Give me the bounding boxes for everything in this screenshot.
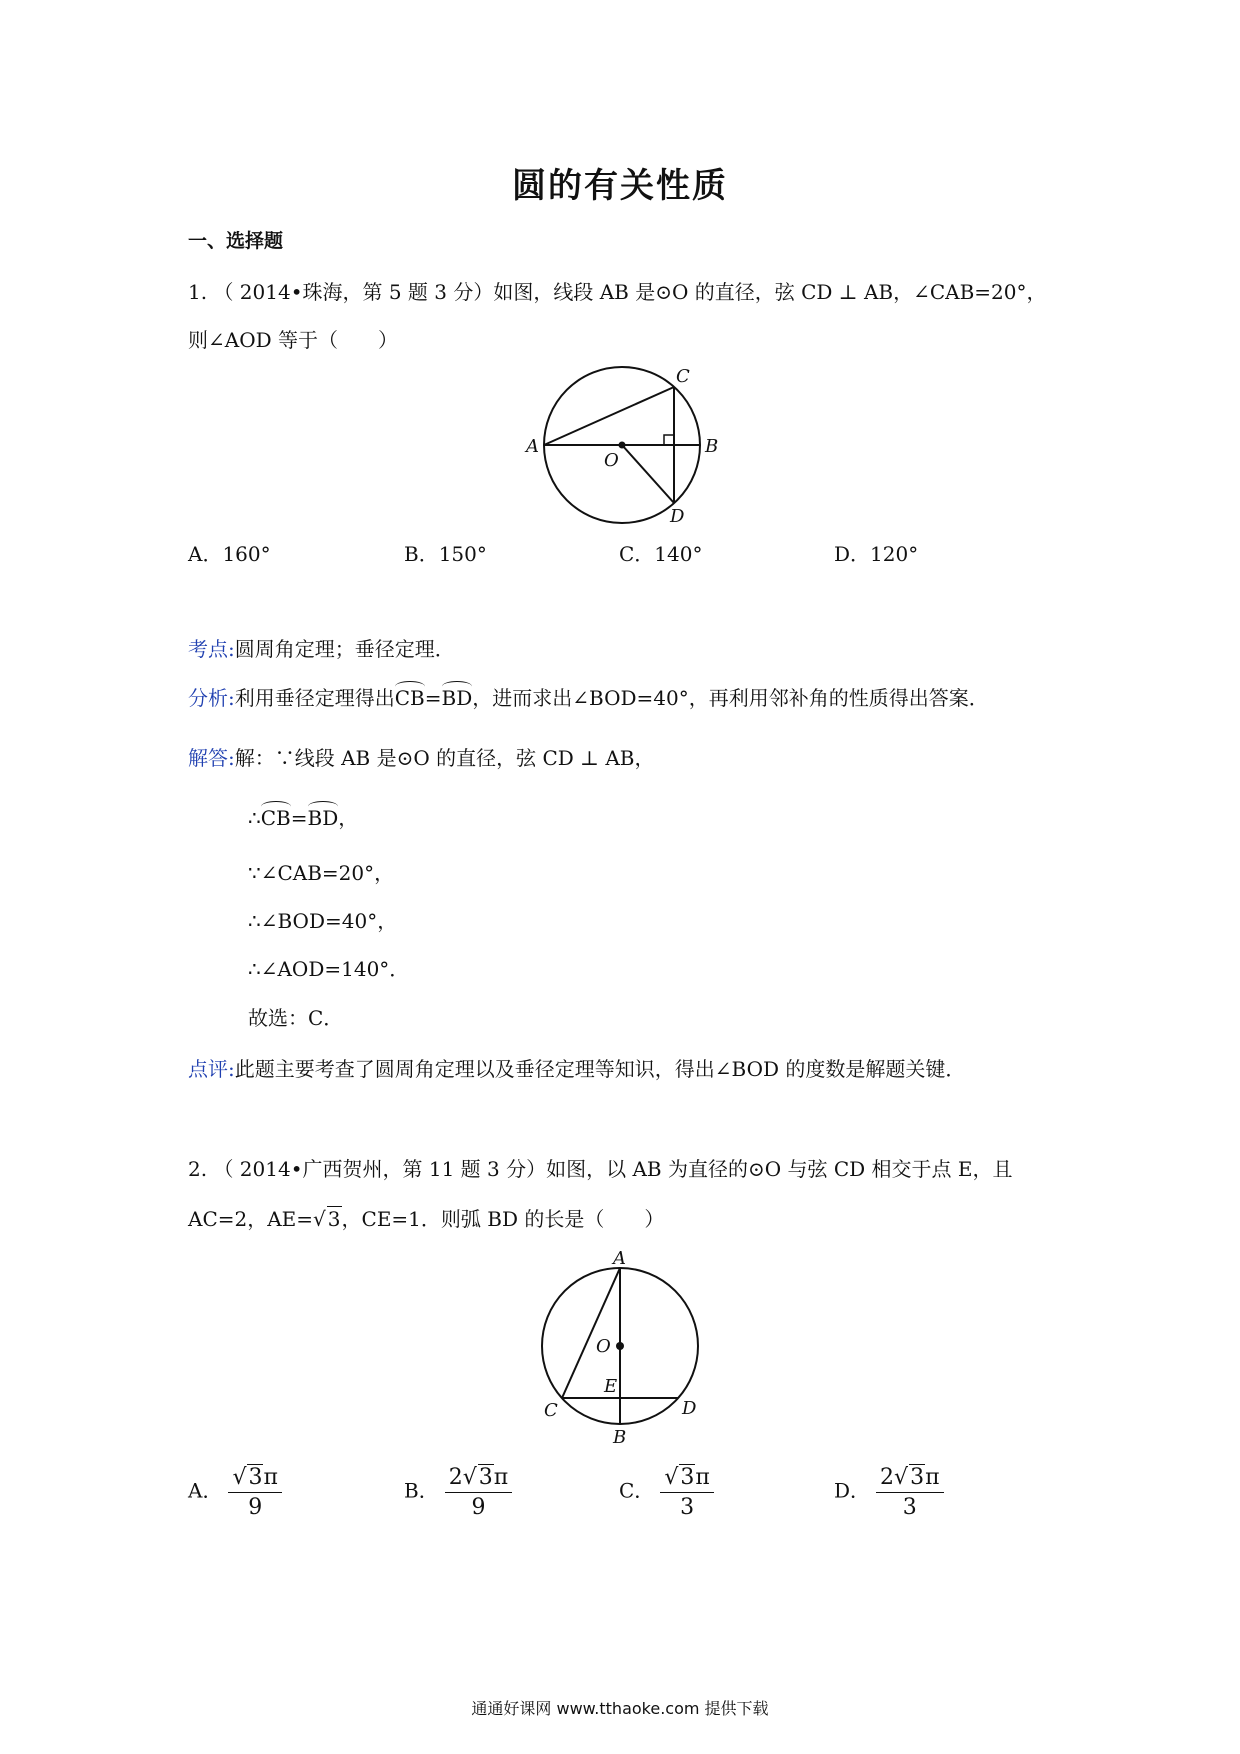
- q1-dianping: [188, 1053, 965, 1082]
- q1-step1-arc-cb: CB: [260, 806, 291, 830]
- q2-label-a: A: [613, 1248, 626, 1269]
- q2-option-a-pi: π: [263, 1465, 278, 1490]
- q1-option-d: D．120°: [834, 542, 919, 566]
- q1-option-c: C．140°: [619, 542, 703, 566]
- q2-option-a-root: 3: [248, 1465, 263, 1490]
- q2-option-d-coef: 2: [880, 1465, 895, 1490]
- q1-right-angle-mark: [664, 435, 674, 445]
- q1-stem-line2: 则∠AOD 等于（ ）: [188, 328, 398, 352]
- q1-step1: [248, 802, 358, 831]
- q1-fenxi-eq: =: [424, 686, 442, 710]
- q1-label-b: B: [705, 436, 719, 457]
- q1-step1-post: ，: [338, 806, 359, 830]
- q1-figure: [520, 360, 720, 530]
- q2-option-d: [834, 1464, 944, 1520]
- q2-option-b-letter: B．: [404, 1478, 439, 1503]
- page-title: 圆的有关性质: [512, 166, 728, 206]
- q1-step1-arc-bd: BD: [307, 806, 339, 830]
- q2-option-b: [404, 1464, 512, 1520]
- q1-fenxi-arc-cb: CB: [394, 686, 425, 710]
- q2-label-b: B: [613, 1427, 627, 1448]
- q1-segment-ac: [544, 387, 674, 445]
- q1-step1-pre: ∴: [248, 806, 261, 830]
- q1-label-o: O: [604, 450, 619, 471]
- q1-step4: ∴∠AOD=140°．: [248, 957, 410, 981]
- q2-option-b-den: 9: [471, 1495, 486, 1520]
- q1-fenxi-post: ，进而求出∠BOD=40°，再利用邻补角的性质得出答案．: [472, 686, 989, 710]
- q2-option-d-letter: D．: [834, 1478, 871, 1503]
- q2-label-e: E: [604, 1376, 618, 1397]
- q2-label-o: O: [596, 1336, 611, 1357]
- q2-option-c-letter: C．: [619, 1478, 655, 1503]
- q1-fenxi-arc-bd: BD: [441, 686, 473, 710]
- q1-step5: 故选：C．: [248, 1006, 344, 1030]
- q2-label-d: D: [682, 1398, 697, 1419]
- q1-kaodian-label: 考点:: [188, 637, 235, 661]
- q2-option-c-fraction: $\frac{√3\pi}{3}$: [660, 1464, 714, 1520]
- q2-option-d-pi: π: [925, 1465, 940, 1490]
- q1-step2: ∵∠CAB=20°，: [248, 861, 395, 885]
- q2-stem-line2: AC=2，AE=√ 3，CE=1．则弧 BD 的长是（ ）: [188, 1207, 665, 1231]
- q1-stem-line1: 1. （ 2014•珠海，第 5 题 3 分）如图，线段 AB 是⊙O 的直径，弦 CD ⊥ AB，∠CAB=20°，: [188, 280, 1047, 304]
- page-footer: 通通好课网 www.tthaoke.com 提供下载: [471, 1699, 769, 1718]
- q2-center-point: [616, 1342, 624, 1350]
- section-heading: 一、选择题: [188, 230, 284, 252]
- q2-option-b-fraction: $\frac{2√3\pi}{9}$: [445, 1464, 513, 1520]
- q1-option-b: B．150°: [404, 542, 487, 566]
- q2-option-a-den: 9: [248, 1495, 263, 1520]
- q2-option-a-letter: A．: [188, 1478, 223, 1503]
- q2-option-a: [188, 1464, 282, 1520]
- q1-label-a: A: [526, 436, 539, 457]
- q1-fenxi: [188, 682, 989, 711]
- q1-fenxi-pre: 利用垂径定理得出: [234, 686, 395, 710]
- q2-option-c-root: 3: [680, 1465, 695, 1490]
- q2-figure: [520, 1248, 720, 1448]
- q2-stem-given: AC=2，AE=: [188, 1207, 314, 1231]
- q1-dianping-text: 此题主要考查了圆周角定理以及垂径定理等知识，得出∠BOD 的度数是解题关键．: [234, 1057, 966, 1081]
- q2-option-d-den: 3: [902, 1495, 917, 1520]
- q2-option-c: [619, 1464, 714, 1520]
- q1-center-point: [619, 442, 626, 449]
- q2-option-b-coef: 2: [448, 1465, 463, 1490]
- q1-kaodian: [188, 633, 455, 662]
- q1-label-c: C: [676, 366, 690, 387]
- q1-label-d: D: [670, 506, 685, 527]
- q1-jieda-text: 解：∵线段 AB 是⊙O 的直径，弦 CD ⊥ AB，: [234, 746, 655, 770]
- q2-option-c-den: 3: [680, 1495, 695, 1520]
- q1-step1-eq: =: [290, 806, 308, 830]
- q1-kaodian-text: 圆周角定理；垂径定理．: [234, 637, 455, 661]
- q1-step3: ∴∠BOD=40°，: [248, 909, 398, 933]
- q2-option-a-fraction: $\frac{√3\pi}{9}$: [228, 1464, 282, 1520]
- q2-option-d-fraction: $\frac{2√3\pi}{3}$: [876, 1464, 944, 1520]
- q1-jieda: [188, 742, 654, 771]
- q2-stem-question: ，CE=1．则弧 BD 的长是（ ）: [341, 1207, 665, 1231]
- q2-stem-root: 3: [327, 1207, 341, 1231]
- q1-fenxi-label: 分析:: [188, 686, 235, 710]
- q2-stem-line1: 2. （ 2014•广西贺州，第 11 题 3 分）如图，以 AB 为直径的⊙O 与弦 CD 相交于点 E，且: [188, 1157, 1013, 1181]
- q1-segment-od: [622, 445, 674, 503]
- q1-option-a: A．160°: [188, 542, 271, 566]
- q2-option-b-root: 3: [478, 1465, 493, 1490]
- q2-option-d-root: 3: [910, 1465, 925, 1490]
- q2-option-b-pi: π: [493, 1465, 509, 1490]
- q2-label-c: C: [544, 1400, 558, 1421]
- q2-option-c-pi: π: [695, 1465, 710, 1490]
- q1-dianping-label: 点评:: [188, 1057, 235, 1081]
- q1-jieda-label: 解答:: [188, 746, 235, 770]
